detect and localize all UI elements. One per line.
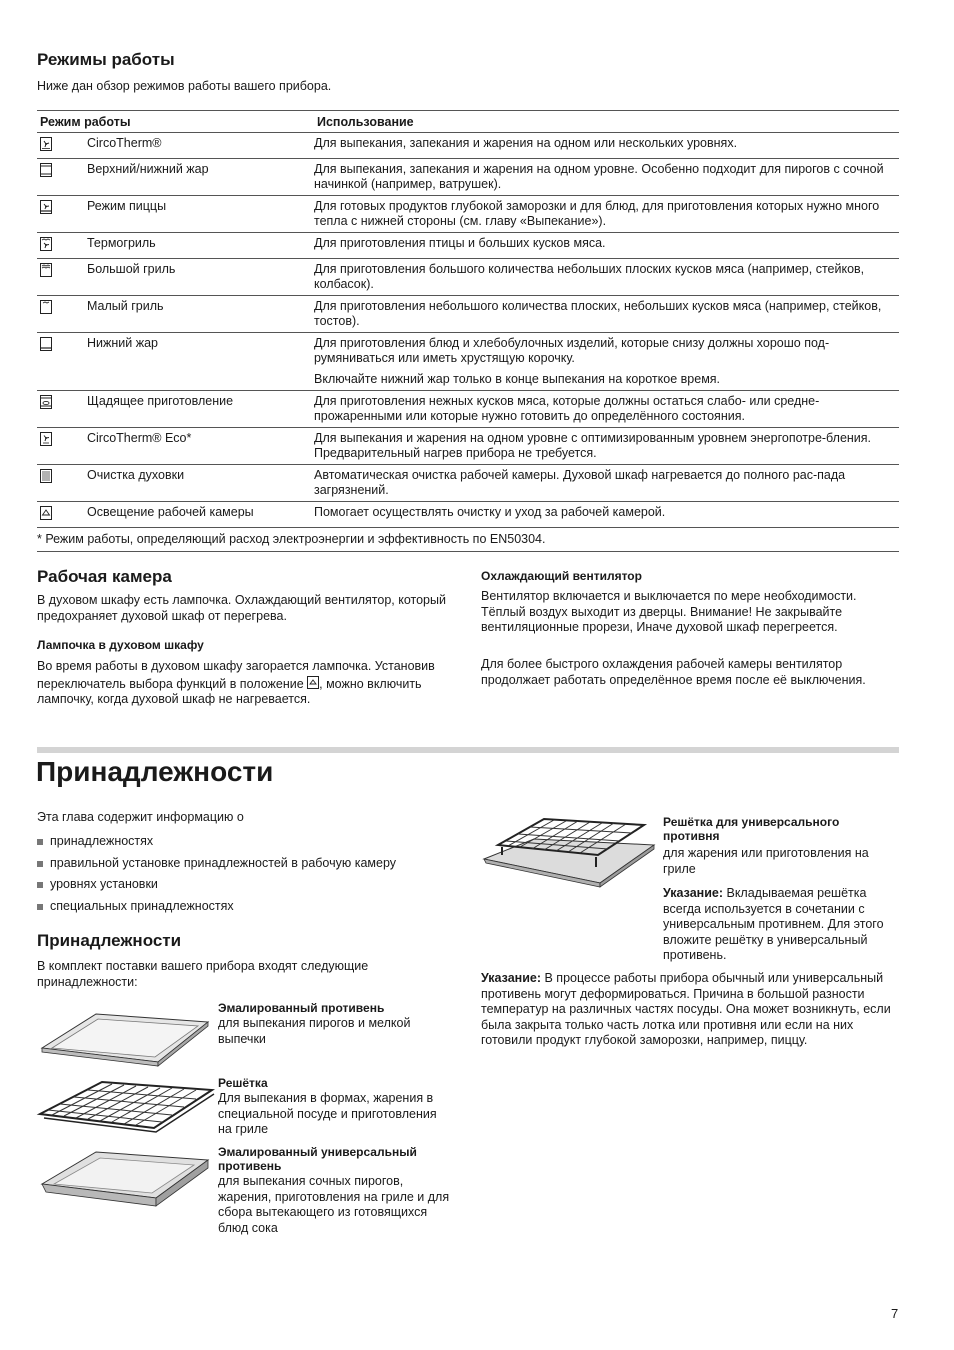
accessories-subtext: В комплект поставки вашего прибора входят следующие принадлежности: [37, 959, 369, 989]
mode-icon-cell [37, 233, 87, 259]
mode-icon-cell [37, 133, 87, 159]
mode-name: Очистка духовки [87, 465, 314, 502]
table-row [37, 465, 899, 502]
accessory-desc: для выпекания сочных пирогов, жарения, приготовления на гриле и для сбора вытекающего из готовящихся блюд сока [218, 1174, 450, 1235]
mode-usage [314, 465, 899, 502]
rack-in-pan-image [480, 815, 658, 889]
mode-usage [314, 333, 899, 391]
oven-light-icon [40, 506, 52, 520]
rack-note-label: Указание: [663, 886, 724, 900]
rack-title: Решётка для универсального противня [663, 815, 840, 843]
mode-name: CircoTherm® Eco* [87, 428, 314, 465]
table-footnote-row [37, 528, 899, 552]
oven-light-icon [307, 676, 319, 689]
fan-title: Охлаждающий вентилятор [481, 569, 642, 583]
mode-usage-text: Для готовых продуктов глубокой заморозки и для блюд, для приготовления которых нужно много тепла с нижней стороны (см. главу «Выпекание»). [314, 199, 880, 228]
col-mode-header: Режим работы [37, 111, 314, 133]
table-row [37, 159, 899, 196]
mode-usage-text: Для приготовления небольшого количества плоских, небольших кусков мяса (например, стейков, тостов). [314, 299, 882, 328]
general-note-text: В процессе работы прибора обычный или универсальный противень могут деформироваться. Причина в большой разности температур на различных частях посуды. Она может возникнуть, если была закрыта только часть лотка или противня или если на них готовили продукт глубокой заморозки, например, пиццу. [481, 971, 891, 1047]
table-row [37, 133, 899, 159]
mode-icon-cell [37, 196, 87, 233]
mode-usage-text: Для приготовления блюд и хлебобулочных изделий, которые снизу должны хорошо под-румяниваться или иметь хрустящую корочку. [314, 336, 830, 365]
small-grill-icon [40, 300, 52, 314]
list-item: принадлежностях [37, 834, 396, 856]
top-bottom-heat-icon [40, 163, 52, 177]
accessory-desc: Для выпекания в формах, жарения в специальной посуде и приготовления на гриле [218, 1091, 437, 1136]
mode-name: Освещение рабочей камеры [87, 502, 314, 528]
mode-icon-cell [37, 428, 87, 465]
accessories-subtitle: Принадлежности [37, 931, 182, 950]
mode-icon-cell [37, 502, 87, 528]
accessory-title: Решётка [218, 1076, 268, 1090]
mode-name: Щадящее приготовление [87, 391, 314, 428]
lamp-text [37, 659, 459, 708]
mode-usage [314, 259, 899, 296]
mode-usage-text: Для выпекания, запекания и жарения на одном или нескольких уровнях. [314, 136, 738, 150]
mode-usage [314, 133, 899, 159]
mode-usage [314, 428, 899, 465]
fan-text-1: Вентилятор включается и выключается по мере необходимости. Тёплый воздух выходит из дверцы. Внимание! Не закрывайте вентиляционные прорези, Иначе духовой шкаф перегреется. [481, 589, 857, 634]
mode-usage [314, 233, 899, 259]
list-item: уровнях установки [37, 877, 396, 899]
fan-text-2: Для более быстрого охлаждения рабочей камеры вентилятор продолжает работать определённое время после её выключения. [481, 657, 866, 687]
modes-intro: Ниже дан обзор режимов работы вашего прибора. [37, 79, 332, 93]
mode-usage-text: Для выпекания, запекания и жарения на одном уровне. Особенно подходит для пирогов с сочной начинкой (например, ватрушек). [314, 162, 884, 191]
universal-pan-image [38, 1148, 213, 1210]
list-item: правильной установке принадлежностей в рабочую камеру [37, 856, 396, 878]
col-use-header: Использование [314, 111, 899, 133]
lamp-text-1: Во время работы в духовом шкафу загорается лампочка. Установив переключатель выбора функций в положение [37, 659, 435, 691]
general-note [481, 971, 899, 1049]
fan-heating-icon [40, 137, 52, 151]
page-number: 7 [891, 1306, 899, 1321]
mode-usage-text: Для приготовления нежных кусков мяса, которые должны остаться слабо- или средне-прожаренными или которые нужно готовить до определённого состояния. [314, 394, 820, 423]
mode-name: Нижний жар [87, 333, 314, 391]
mode-usage-text: Автоматическая очистка рабочей камеры. Духовой шкаф нагревается до полного рас-пада загрязнений. [314, 468, 846, 497]
rack-note-text: Вкладываемая решётка всегда используется в сочетании с универсальным противнем. Для этого вложите решётку в универсальный противень. [663, 886, 884, 962]
mode-name: Режим пиццы [87, 196, 314, 233]
table-row [37, 391, 899, 428]
baking-tray-image [38, 1008, 213, 1068]
bottom-heat-icon [40, 337, 52, 351]
table-row [37, 428, 899, 465]
mode-usage-text: Для приготовления птицы и больших кусков мяса. [314, 236, 606, 250]
thermogrill-icon [40, 237, 52, 251]
accessories-bullets [37, 834, 396, 921]
accessory-title: Эмалированный универсальный противень [218, 1145, 417, 1173]
modes-table [37, 110, 899, 552]
slow-cook-icon [40, 395, 52, 409]
mode-usage-text: Для выпекания и жарения на одном уровне с оптимизированным уровнем энергопотре-бления. Предварительный нагрев прибора не требуется. [314, 431, 872, 460]
table-footnote: * Режим работы, определяющий расход электроэнергии и эффективность по EN50304. [37, 528, 899, 552]
wire-rack-image [36, 1078, 216, 1140]
mode-icon-cell [37, 391, 87, 428]
mode-name: Термогриль [87, 233, 314, 259]
general-note-label: Указание: [481, 971, 542, 985]
list-item: специальных принадлежностях [37, 899, 396, 921]
rack-note [663, 886, 899, 964]
mode-name: CircoTherm® [87, 133, 314, 159]
mode-usage [314, 391, 899, 428]
table-row [37, 259, 899, 296]
mode-usage-text: Включайте нижний жар только в конце выпекания на короткое время. [314, 372, 721, 386]
mode-name: Малый гриль [87, 296, 314, 333]
pizza-setting-icon [40, 200, 52, 214]
lamp-title: Лампочка в духовом шкафу [37, 638, 204, 652]
mode-icon-cell [37, 333, 87, 391]
mode-usage [314, 196, 899, 233]
chapter-divider [37, 747, 899, 753]
modes-title: Режимы работы [37, 50, 175, 69]
mode-usage-text: Для приготовления большого количества небольших плоских кусков мяса (например, стейков, колбасок). [314, 262, 865, 291]
full-grill-icon [40, 263, 52, 277]
chamber-title: Рабочая камера [37, 567, 172, 586]
mode-usage-text: Помогает осуществлять очистку и уход за рабочей камерой. [314, 505, 666, 519]
table-header-row [37, 111, 899, 133]
rack-desc: для жарения или приготовления на гриле [663, 846, 869, 876]
mode-usage [314, 502, 899, 528]
mode-icon-cell [37, 259, 87, 296]
mode-usage [314, 159, 899, 196]
chamber-text: В духовом шкафу есть лампочка. Охлаждающий вентилятор, который предохраняет духовой шкаф от перегрева. [37, 593, 446, 623]
accessory-title: Эмалированный противень [218, 1001, 385, 1015]
mode-name: Большой гриль [87, 259, 314, 296]
mode-icon-cell [37, 159, 87, 196]
accessories-intro: Эта глава содержит информацию о [37, 810, 244, 824]
mode-usage [314, 296, 899, 333]
table-row [37, 296, 899, 333]
self-clean-icon [40, 469, 52, 483]
table-row [37, 233, 899, 259]
accessory-desc: для выпекания пирогов и мелкой выпечки [218, 1016, 411, 1046]
mode-name: Верхний/нижний жар [87, 159, 314, 196]
eco-fan-icon [40, 432, 52, 446]
lamp-text-2: , можно включить лампочку, когда духовой шкаф не нагревается. [37, 676, 422, 706]
table-row [37, 196, 899, 233]
table-row [37, 502, 899, 528]
mode-icon-cell [37, 465, 87, 502]
mode-icon-cell [37, 296, 87, 333]
chapter-title: Принадлежности [36, 756, 274, 787]
table-row [37, 333, 899, 391]
